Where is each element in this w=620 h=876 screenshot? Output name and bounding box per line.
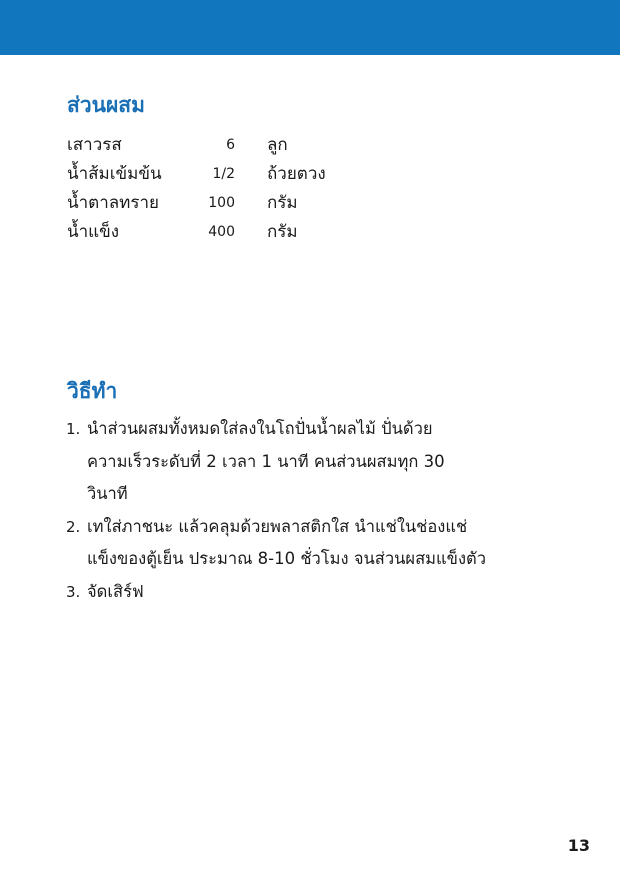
ingredient-quantity: 100 xyxy=(208,195,235,211)
ingredient-row xyxy=(67,160,367,189)
step-text: นำส่วนผสมทั้งหมดใส่ลงในโถปั่นน้ำผลไม้ ปั่นด้วยความเร็วระดับที่ 2 เวลา 1 นาที คนส่วนผสมทุก 30 วินาที xyxy=(87,419,445,503)
page-number: 13 xyxy=(567,836,590,855)
method-step xyxy=(66,511,486,576)
ingredient-row xyxy=(67,218,367,247)
ingredient-name: น้ำตาลทราย xyxy=(67,193,160,213)
ingredients-table xyxy=(67,131,367,247)
method-heading: วิธีทำ xyxy=(67,379,118,403)
ingredient-row xyxy=(67,131,367,160)
ingredient-unit: ถ้วยตวง xyxy=(267,164,326,184)
header-band xyxy=(0,0,620,55)
ingredient-row xyxy=(67,189,367,218)
ingredient-unit: ลูก xyxy=(267,135,288,155)
step-number: 3. xyxy=(66,582,81,601)
ingredient-name: น้ำส้มเข้มข้น xyxy=(67,164,162,184)
method-step xyxy=(66,413,486,511)
step-text: เทใส่ภาชนะ แล้วคลุมด้วยพลาสติกใส นำแช่ในช่องแช่แข็งของตู้เย็น ประมาณ 8-10 ชั่วโมง จนส่วนผสมแข็งตัว xyxy=(87,516,486,568)
ingredient-name: น้ำแข็ง xyxy=(67,222,120,242)
ingredient-quantity: 6 xyxy=(226,137,235,153)
method-steps xyxy=(66,413,486,608)
step-number: 2. xyxy=(66,517,81,536)
step-text: จัดเสิร์ฟ xyxy=(87,581,144,601)
ingredient-unit: กรัม xyxy=(267,222,298,242)
ingredient-quantity: 400 xyxy=(208,224,235,240)
method-step xyxy=(66,576,486,609)
ingredient-name: เสาวรส xyxy=(67,135,122,155)
ingredient-unit: กรัม xyxy=(267,193,298,213)
ingredients-heading: ส่วนผสม xyxy=(67,93,145,117)
step-number: 1. xyxy=(66,420,81,438)
ingredient-quantity: 1/2 xyxy=(212,166,235,182)
